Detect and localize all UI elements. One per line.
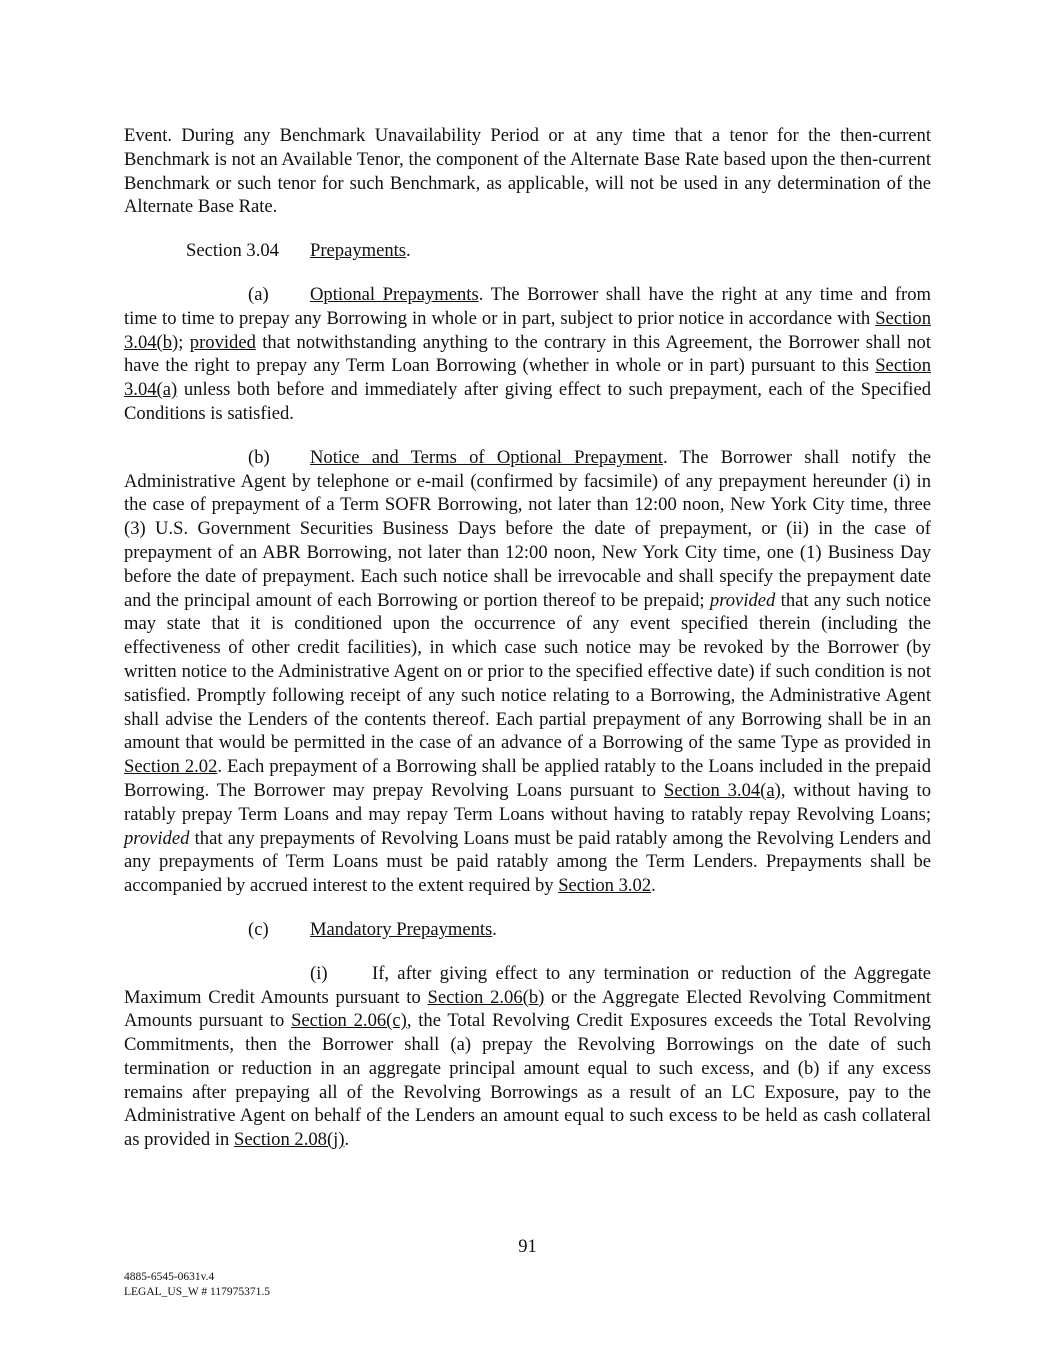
cross-reference-link[interactable]: Section 2.06(c)	[291, 1010, 407, 1032]
document-footer	[124, 1270, 270, 1300]
cross-reference-link[interactable]: Section 2.02	[124, 756, 218, 778]
paragraph-b-heading: Notice and Terms of Optional Prepayment	[310, 446, 663, 468]
section-title: Prepayments	[310, 240, 407, 262]
document-page	[124, 124, 931, 1152]
cross-reference-link[interactable]: Section 3.02	[558, 875, 652, 897]
footer-legal-id: LEGAL_US_W # 117975371.5	[124, 1286, 270, 1298]
provided-term: provided	[189, 331, 256, 353]
paragraph-c-heading: Mandatory Prepayments	[310, 918, 493, 940]
paragraph-c-label: (c)	[248, 918, 269, 940]
section-number: Section 3.04	[186, 240, 279, 262]
paragraph-a-label: (a)	[248, 283, 269, 305]
paragraph-c-heading-line: (c) Mandatory Prepayments.	[248, 918, 497, 940]
page-number: 91	[518, 1236, 537, 1257]
paragraph-c-i: (i) If, after giving effect to any termination or reduction of the Aggregate Maximum Credit Amounts pursuant to Section 2.06(b) or the Aggregate Elected Revolving Commitment Amounts pursuant to Section 2.06(c), the Total Revolving Credit Exposures exceeds the Total Revolving Commitments, then the Borrower shall (a) prepay the Revolving Borrowings on the date of such termination or reduction in an aggregate principal amount equal to such excess, and (b) if any excess remains after prepaying all of the Revolving Borrowings as a result of an LC Exposure, pay to the Administrative Agent on behalf of the Lenders an amount equal to such excess to be held as cash collateral as provided in Section 2.08(j).	[124, 962, 932, 1151]
paragraph-b: (b) Notice and Terms of Optional Prepayment. The Borrower shall notify the Administrative Agent by telephone or e-mail (confirmed by facsimile) of any prepayment hereunder (i) in the case of prepayment of a Term SOFR Borrowing, not later than 12:00 noon, New York City time, three (3) U.S. Government Securities Business Days before the date of prepayment, or (ii) in the case of prepayment of an ABR Borrowing, not later than 12:00 noon, New York City time, one (1) Business Day before the date of prepayment. Each such notice shall be irrevocable and shall specify the prepayment date and the principal amount of each Borrowing or portion thereof to be prepaid; provided that any such notice may state that it is conditioned upon the occurrence of any event specified therein (including the effectiveness of other credit facilities), in which case such notice may be revoked by the Borrower (by written notice to the Administrative Agent on or prior to the specified effective date) if such condition is not satisfied. Promptly following receipt of any such notice relating to a Borrowing, the Administrative Agent shall advise the Lenders of the contents thereof. Each partial prepayment of any Borrowing shall be in an amount that would be permitted in the case of an advance of a Borrowing of the same Type as provided in Section 2.02. Each prepayment of a Borrowing shall be applied ratably to the Loans included in the prepaid Borrowing. The Borrower may prepay Revolving Loans pursuant to Section 3.04(a), without having to ratably prepay Term Loans and may repay Term Loans without having to ratably repay Revolving Loans; provided that any prepayments of Revolving Loans must be paid ratably among the Revolving Lenders and any prepayments of Term Loans must be paid ratably among the Term Lenders. Prepayments shall be accompanied by accrued interest to the extent required by Section 3.02.	[124, 446, 932, 897]
paragraph-b-label: (b)	[248, 446, 270, 468]
paragraph-a-heading: Optional Prepayments	[310, 283, 479, 305]
provided-term: provided	[124, 827, 190, 849]
intro-paragraph	[124, 124, 931, 219]
paragraph-a: (a) Optional Prepayments. The Borrower shall have the right at any time and from time to time to prepay any Borrowing in whole or in part, subject to prior notice in accordance with Section 3.04(b); provided that notwithstanding anything to the contrary in this Agreement, the Borrower shall not have the right to prepay any Term Loan Borrowing (whether in whole or in part) pursuant to this Section 3.04(a) unless both before and immediately after giving effect to such prepayment, each of the Specified Conditions is satisfied.	[124, 283, 931, 424]
cross-reference-link[interactable]: Section 2.06(b)	[427, 986, 545, 1008]
cross-reference-link[interactable]: Section 3.04(a)	[124, 355, 931, 401]
intro-text: Event. During any Benchmark Unavailability Period or at any time that a tenor for the then-current Benchmark is not an Available Tenor, the component of the Alternate Base Rate based upon the then-current Benchmark or such tenor for such Benchmark, as applicable, will not be used in any determination of the Alternate Base Rate.	[124, 125, 931, 218]
footer-doc-id: 4885-6545-0631v.4	[124, 1271, 215, 1283]
provided-term: provided	[709, 589, 776, 611]
cross-reference-link[interactable]: Section 2.08(j)	[234, 1129, 345, 1151]
section-heading: Section 3.04 Prepayments.	[186, 240, 411, 262]
cross-reference-link[interactable]: Section 3.04(b)	[124, 307, 931, 353]
paragraph-c-i-label: (i)	[310, 962, 328, 984]
cross-reference-link[interactable]: Section 3.04(a)	[663, 779, 781, 801]
